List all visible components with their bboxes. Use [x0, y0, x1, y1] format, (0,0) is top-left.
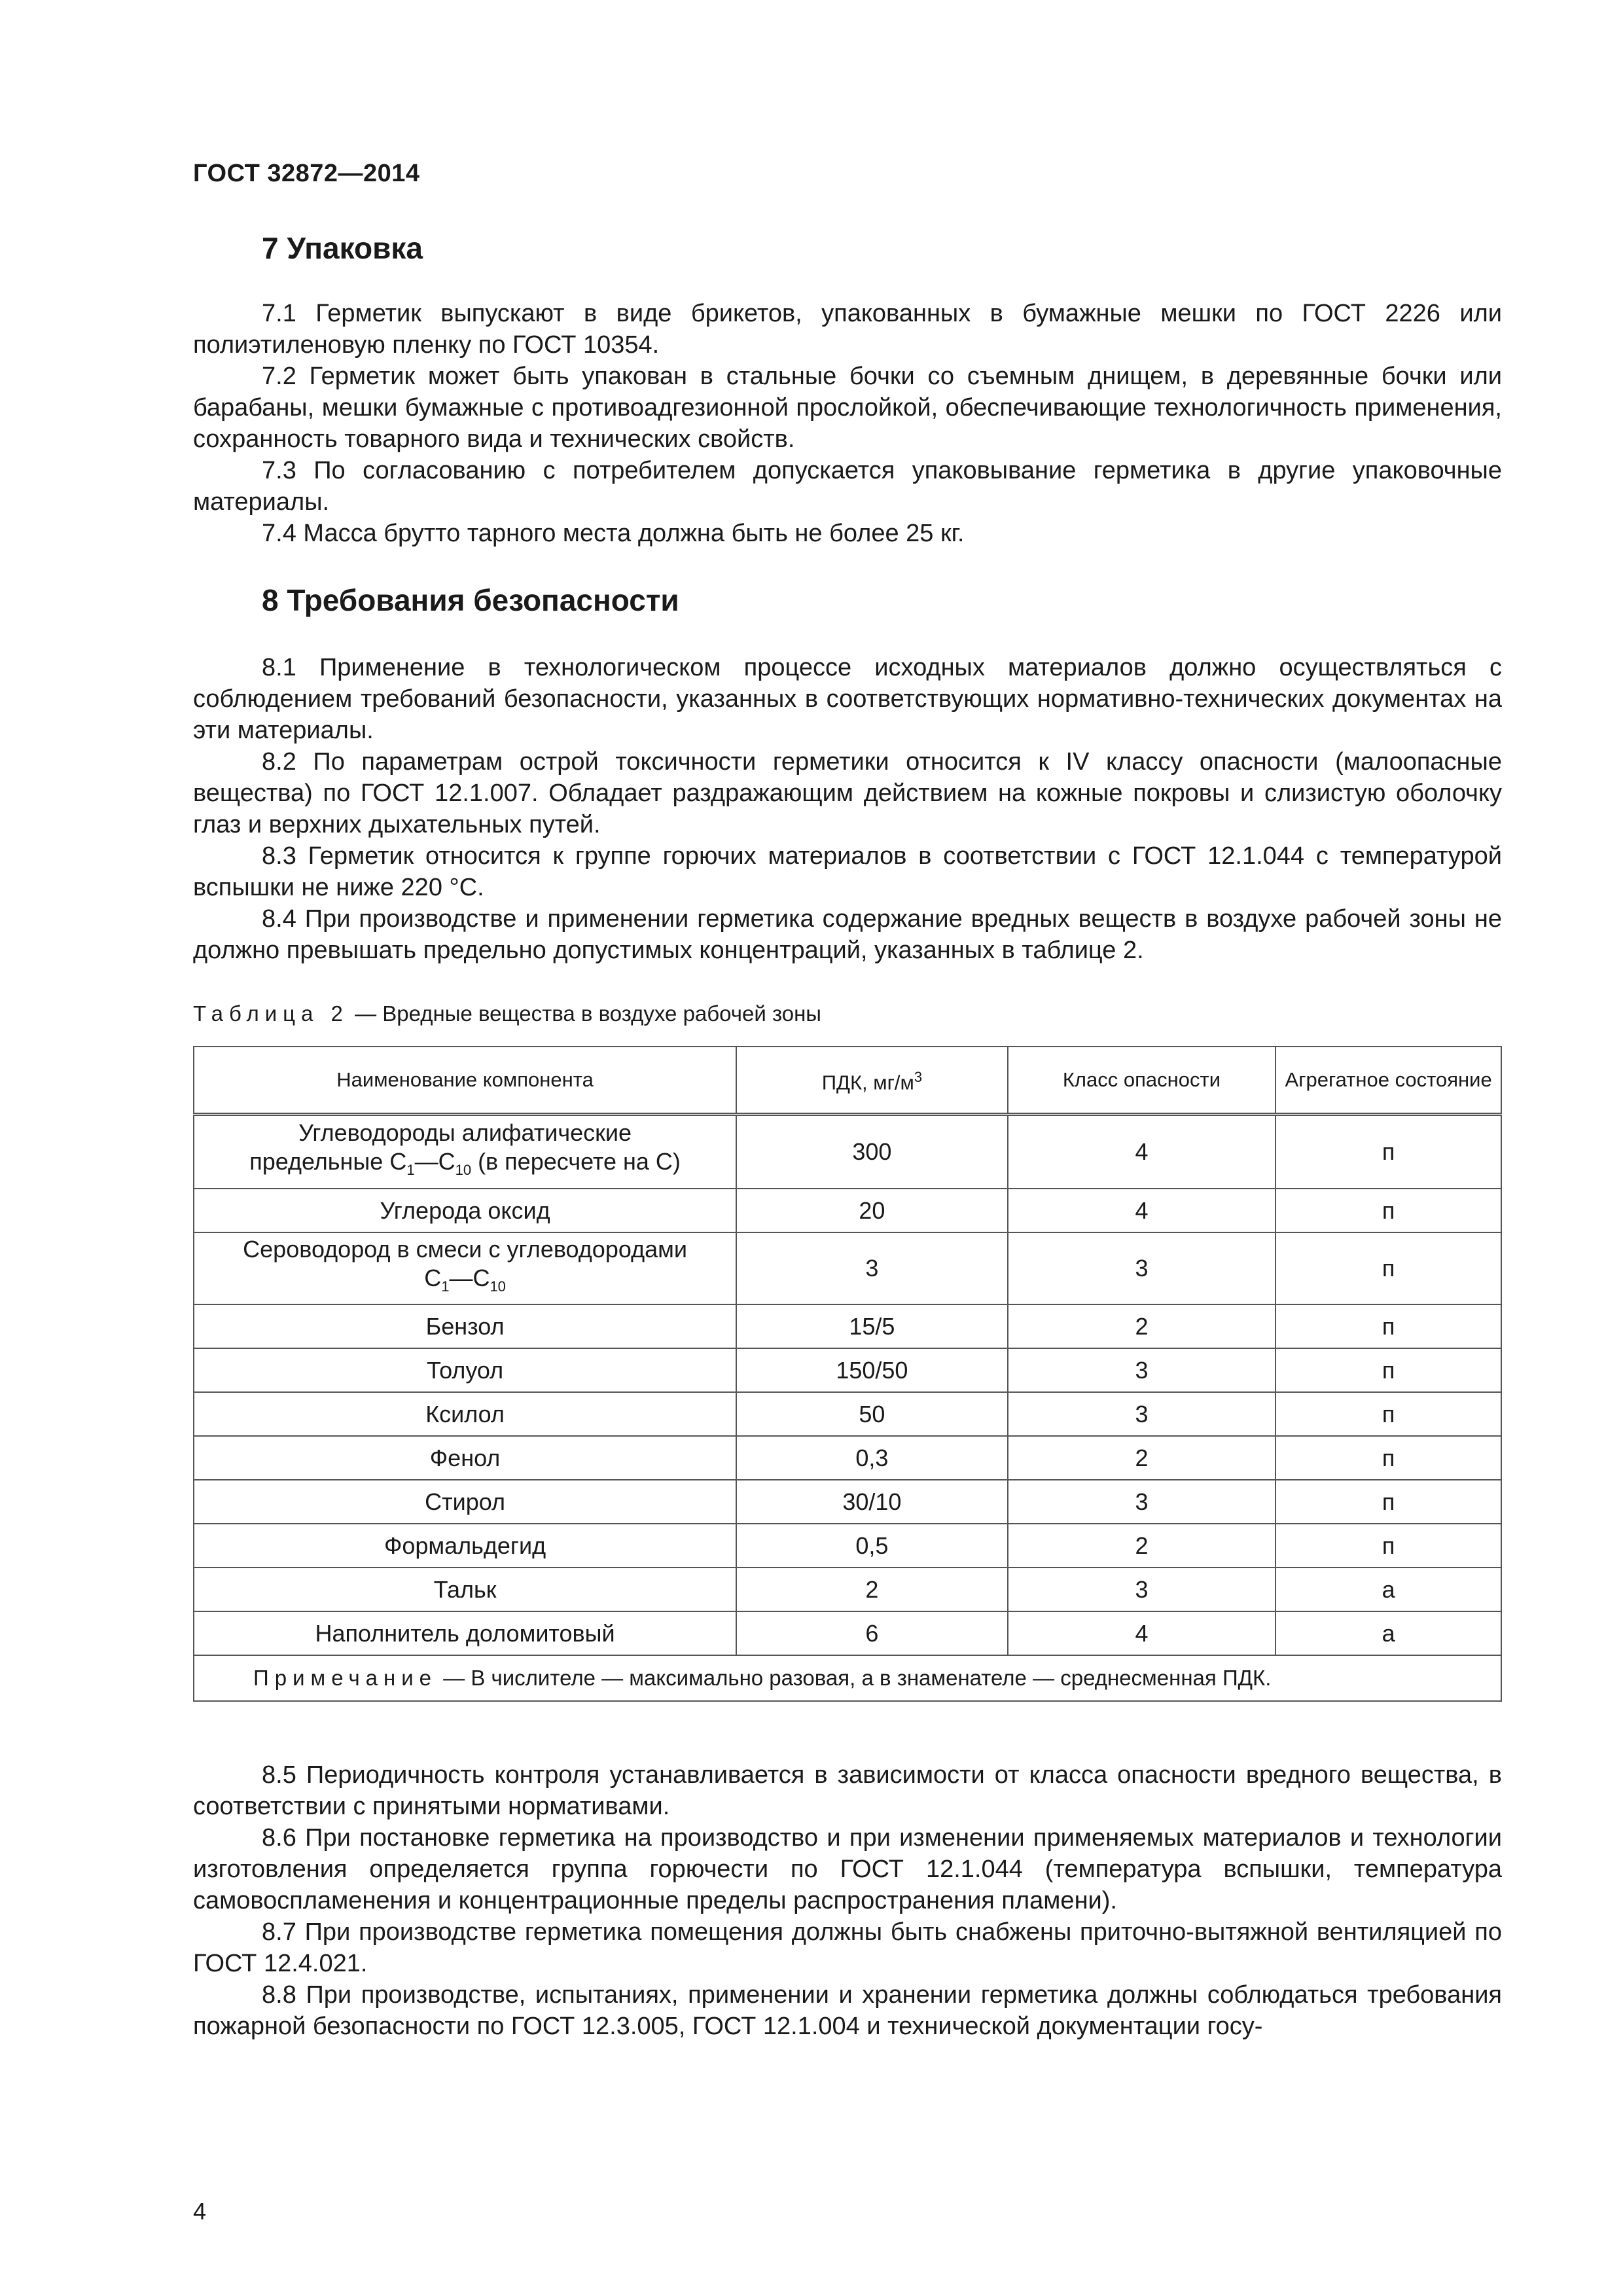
section-8-text-after-table	[193, 1759, 1502, 2042]
cell-name: Ксилол	[194, 1392, 736, 1436]
cell-name: Стирол	[194, 1480, 736, 1524]
cell-state: п	[1275, 1524, 1501, 1568]
header-pdk-sup: 3	[914, 1068, 923, 1085]
cell-pdk: 2	[736, 1568, 1008, 1611]
subscript: 10	[455, 1162, 472, 1179]
paragraph-8-8: 8.8 При производстве, испытаниях, применении и хранении герметика должны соблюдаться требования пожарной безопасности по ГОСТ 12.3.005, ГОСТ 12.1.004 и технической документации госу-	[193, 1981, 1502, 2040]
table-note	[194, 1655, 1501, 1701]
cell-name-line2-tail: (в пересчете на С)	[471, 1148, 681, 1175]
cell-class: 3	[1008, 1480, 1276, 1524]
cell-pdk: 15/5	[736, 1304, 1008, 1348]
table-row	[194, 1480, 1501, 1524]
cell-state: п	[1275, 1392, 1501, 1436]
paragraph-8-7: 8.7 При производстве герметика помещения должны быть снабжены приточно-вытяжной вентиляцией по ГОСТ 12.4.021.	[193, 1918, 1502, 1977]
table-note-row	[194, 1655, 1501, 1701]
cell-class: 3	[1008, 1348, 1276, 1392]
cell-pdk: 50	[736, 1392, 1008, 1436]
header-hazard-class: Класс опасности	[1008, 1047, 1276, 1115]
cell-name-dash: —С	[414, 1148, 455, 1175]
paragraph-8-4: 8.4 При производстве и применении герметика содержание вредных веществ в воздухе рабочей зоны не должно превышать предельно допустимых концентраций, указанных в таблице 2.	[193, 905, 1502, 964]
section-8-text-before-table	[193, 652, 1502, 966]
cell-pdk: 0,5	[736, 1524, 1008, 1568]
cell-state: п	[1275, 1189, 1501, 1232]
paragraph-8-2: 8.2 По параметрам острой токсичности герметики относится к IV классу опасности (малоопасные вещества) по ГОСТ 12.1.007. Обладает раздражающим действием на кожные покровы и слизистую оболочку глаз и верхних дыхательных путей.	[193, 748, 1502, 838]
cell-class: 4	[1008, 1115, 1276, 1189]
cell-name: Углерода оксид	[194, 1189, 736, 1232]
header-pdk-text: ПДК, мг/м	[821, 1071, 914, 1094]
table-row	[194, 1568, 1501, 1611]
cell-state: п	[1275, 1232, 1501, 1304]
table-row	[194, 1304, 1501, 1348]
cell-pdk: 300	[736, 1115, 1008, 1189]
paragraph-8-3: 8.3 Герметик относится к группе горючих материалов в соответствии с ГОСТ 12.1.044 с температурой вспышки не ниже 220 °С.	[193, 842, 1502, 901]
cell-name: Формальдегид	[194, 1524, 736, 1568]
header-pdk	[736, 1047, 1008, 1115]
table-note-label: Примечание	[253, 1666, 438, 1690]
cell-class: 2	[1008, 1436, 1276, 1480]
cell-class: 2	[1008, 1524, 1276, 1568]
table-note-text: — В числителе — максимально разовая, а в знаменателе — среднесменная ПДК.	[437, 1666, 1272, 1690]
subscript: 1	[406, 1162, 415, 1179]
cell-state: п	[1275, 1115, 1501, 1189]
cell-state: п	[1275, 1480, 1501, 1524]
cell-name	[194, 1232, 736, 1304]
subscript: 10	[490, 1278, 506, 1295]
section-7-title: 7 Упаковка	[262, 231, 423, 265]
cell-name: Фенол	[194, 1436, 736, 1480]
cell-name: Толуол	[194, 1348, 736, 1392]
cell-name-line2: предельные С	[249, 1148, 407, 1175]
cell-name: Наполнитель доломитовый	[194, 1611, 736, 1655]
table-header-row	[194, 1047, 1501, 1115]
header-component-name: Наименование компонента	[194, 1047, 736, 1115]
paragraph-7-4: 7.4 Масса брутто тарного места должна быть не более 25 кг.	[262, 520, 965, 547]
cell-state: а	[1275, 1611, 1501, 1655]
page-number: 4	[193, 2198, 207, 2225]
cell-state: а	[1275, 1568, 1501, 1611]
table-row	[194, 1611, 1501, 1655]
cell-class: 4	[1008, 1611, 1276, 1655]
table-caption-label: Таблица 2	[193, 1001, 349, 1026]
subscript: 1	[441, 1278, 450, 1295]
table-row	[194, 1189, 1501, 1232]
cell-name-line1: Сероводород в смеси с углеводородами	[243, 1236, 687, 1263]
cell-class: 3	[1008, 1232, 1276, 1304]
cell-pdk: 3	[736, 1232, 1008, 1304]
paragraph-7-3: 7.3 По согласованию с потребителем допускается упаковывание герметика в другие упаковочные материалы.	[193, 457, 1502, 516]
harmful-substances-table	[193, 1046, 1502, 1702]
paragraph-7-1: 7.1 Герметик выпускают в виде брикетов, упакованных в бумажные мешки по ГОСТ 2226 или полиэтиленовую пленку по ГОСТ 10354.	[193, 300, 1502, 359]
section-8-title: 8 Требования безопасности	[262, 583, 679, 617]
cell-name-dash: —С	[449, 1265, 490, 1292]
cell-state: п	[1275, 1348, 1501, 1392]
paragraph-8-5: 8.5 Периодичность контроля устанавливается в зависимости от класса опасности вредного вещества, в соответствии с принятыми нормативами.	[193, 1761, 1502, 1820]
cell-name	[194, 1115, 736, 1189]
cell-state: п	[1275, 1304, 1501, 1348]
paragraph-8-6: 8.6 При постановке герметика на производство и при изменении применяемых материалов и технологии изготовления определяется группа горючести по ГОСТ 12.1.044 (температура вспышки, температура самовоспламенения и концентрационные пределы распространения пламени).	[193, 1824, 1502, 1914]
cell-class: 2	[1008, 1304, 1276, 1348]
table-row	[194, 1392, 1501, 1436]
table-row	[194, 1115, 1501, 1189]
header-aggregate-state: Агрегатное состояние	[1275, 1047, 1501, 1115]
cell-pdk: 30/10	[736, 1480, 1008, 1524]
cell-state: п	[1275, 1436, 1501, 1480]
cell-name-c: С	[424, 1265, 442, 1292]
paragraph-7-2: 7.2 Герметик может быть упакован в стальные бочки со съемным днищем, в деревянные бочки или барабаны, мешки бумажные с противоадгезионной прослойкой, обеспечивающие технологичность применения, сохранность товарного вида и технических свойств.	[193, 363, 1502, 453]
section-7-text	[193, 298, 1502, 549]
cell-class: 3	[1008, 1392, 1276, 1436]
paragraph-8-1: 8.1 Применение в технологическом процессе исходных материалов должно осуществляться с соблюдением требований безопасности, указанных в соответствующих нормативно-технических документах на эти материалы.	[193, 654, 1502, 744]
cell-class: 4	[1008, 1189, 1276, 1232]
document-code: ГОСТ 32872—2014	[193, 160, 420, 187]
cell-name-line1: Углеводороды алифатические	[298, 1119, 632, 1147]
table-caption	[193, 1001, 821, 1026]
cell-class: 3	[1008, 1568, 1276, 1611]
cell-pdk: 150/50	[736, 1348, 1008, 1392]
table-row	[194, 1436, 1501, 1480]
cell-name: Тальк	[194, 1568, 736, 1611]
cell-pdk: 20	[736, 1189, 1008, 1232]
cell-name: Бензол	[194, 1304, 736, 1348]
cell-pdk: 6	[736, 1611, 1008, 1655]
table-caption-text: — Вредные вещества в воздухе рабочей зоны	[348, 1001, 822, 1026]
table-row	[194, 1232, 1501, 1304]
cell-pdk: 0,3	[736, 1436, 1008, 1480]
table-row	[194, 1348, 1501, 1392]
table-row	[194, 1524, 1501, 1568]
